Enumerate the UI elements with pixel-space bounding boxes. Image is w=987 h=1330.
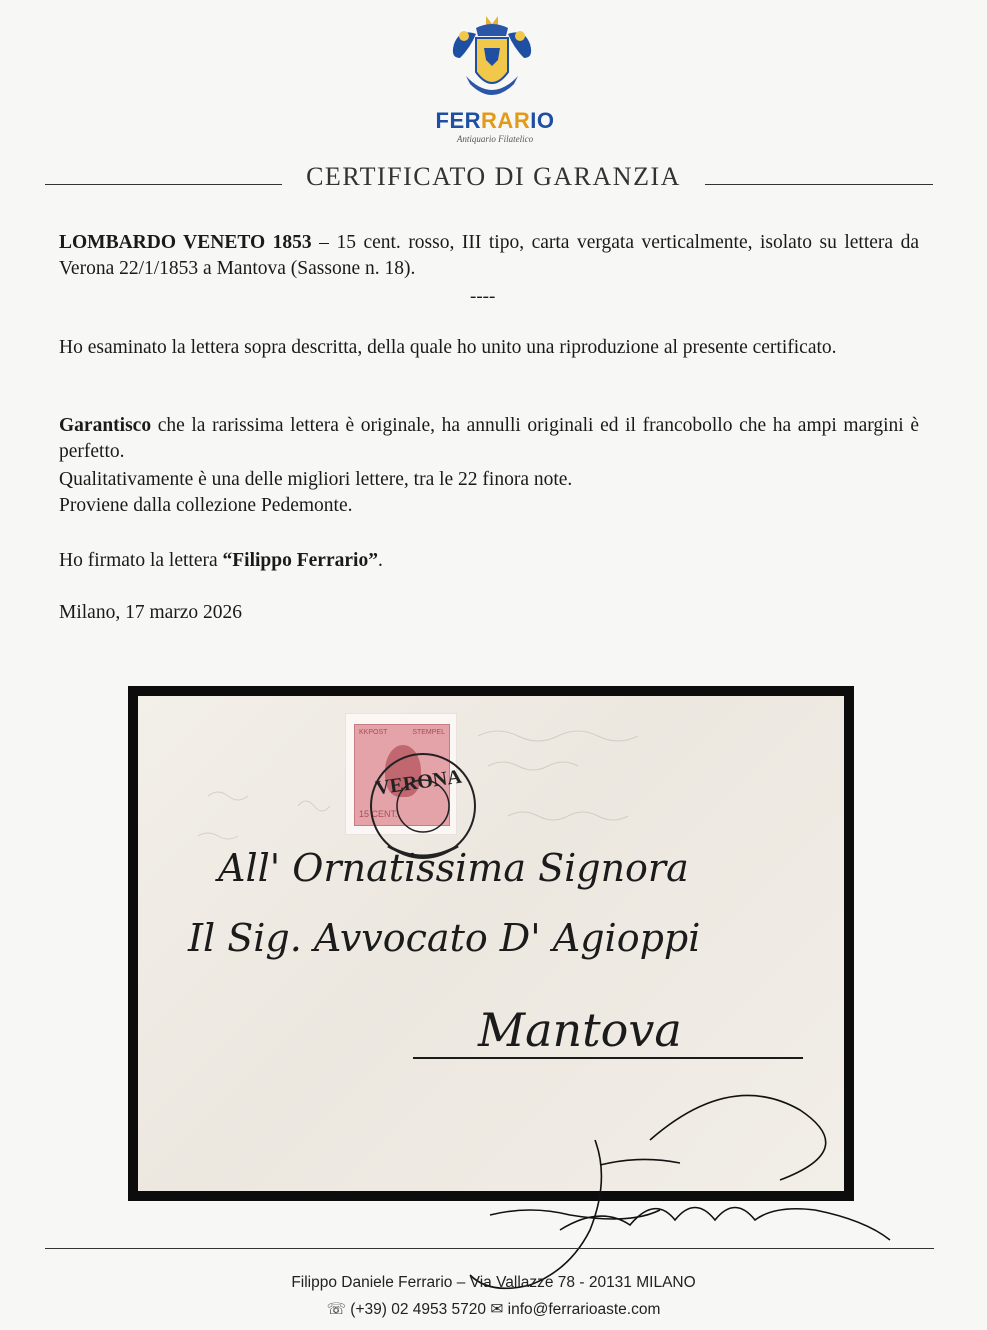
provenance-line: Proviene dalla collezione Pedemonte. [59, 495, 353, 516]
signed-line: Ho firmato la lettera “Filippo Ferrario”. [59, 550, 383, 571]
title-rule-left [45, 184, 282, 185]
title-rule-right [705, 184, 933, 185]
separator: ---- [470, 286, 496, 307]
ferrario-crest-logo [446, 14, 538, 106]
brand-name: FERRARIO [435, 108, 555, 133]
footer-phone: ☏ (+39) 02 4953 5720 [326, 1301, 487, 1318]
guarantee-bold: Garantisco [59, 415, 152, 436]
guarantee-text: che la rarissima lettera è originale, ha annulli originali ed il francobollo che ha ampi margini è perfetto. [59, 415, 919, 462]
envelope-photo [128, 686, 854, 1201]
address-line-1: All' Ornatissima Signora [218, 846, 689, 890]
certificate-title: CERTIFICATO DI GARANZIA [306, 162, 681, 191]
paragraph-examined: Ho esaminato la lettera sopra descritta, della quale ho unito una riproduzione al presente certificato. [59, 337, 837, 358]
envelope-handwriting [138, 696, 844, 1191]
footer-address [0, 1274, 987, 1292]
paragraph-guarantee [59, 413, 919, 465]
address-lines [187, 846, 700, 1057]
item-description [59, 230, 919, 282]
quality-line: Qualitativamente è una delle migliori lettere, tra le 22 finora note. [59, 469, 573, 490]
address-line-3: Mantova [478, 1003, 682, 1057]
item-details: – 15 cent. rosso, III tipo, carta vergata verticalmente, isolato su lettera da Verona 22/1/1853 a Mantova (Sassone n. 18). [59, 232, 919, 279]
footer-name: Filippo Daniele Ferrario [291, 1274, 453, 1291]
envelope-paper [138, 696, 844, 1191]
place-date: Milano, 17 marzo 2026 [59, 602, 243, 623]
postage-stamp: KKPOST STEMPEL 15 CENT. [346, 714, 456, 834]
footer-email[interactable]: ✉ info@ferrarioaste.com [490, 1301, 661, 1318]
footer-street: – Via Vallazze 78 - 20131 MILANO [452, 1274, 696, 1291]
signed-name: “Filippo Ferrario” [222, 550, 378, 571]
footer-rule [45, 1248, 934, 1249]
title-row [45, 162, 933, 196]
address-line-2: Il Sig. Avvocato D' Agioppi [188, 916, 701, 960]
item-lead: LOMBARDO VENETO 1853 [59, 232, 312, 253]
postmark-text: VERONA [374, 765, 463, 800]
footer-contacts [0, 1300, 987, 1319]
brand-tagline: Antiquario Filatelico [456, 134, 534, 144]
